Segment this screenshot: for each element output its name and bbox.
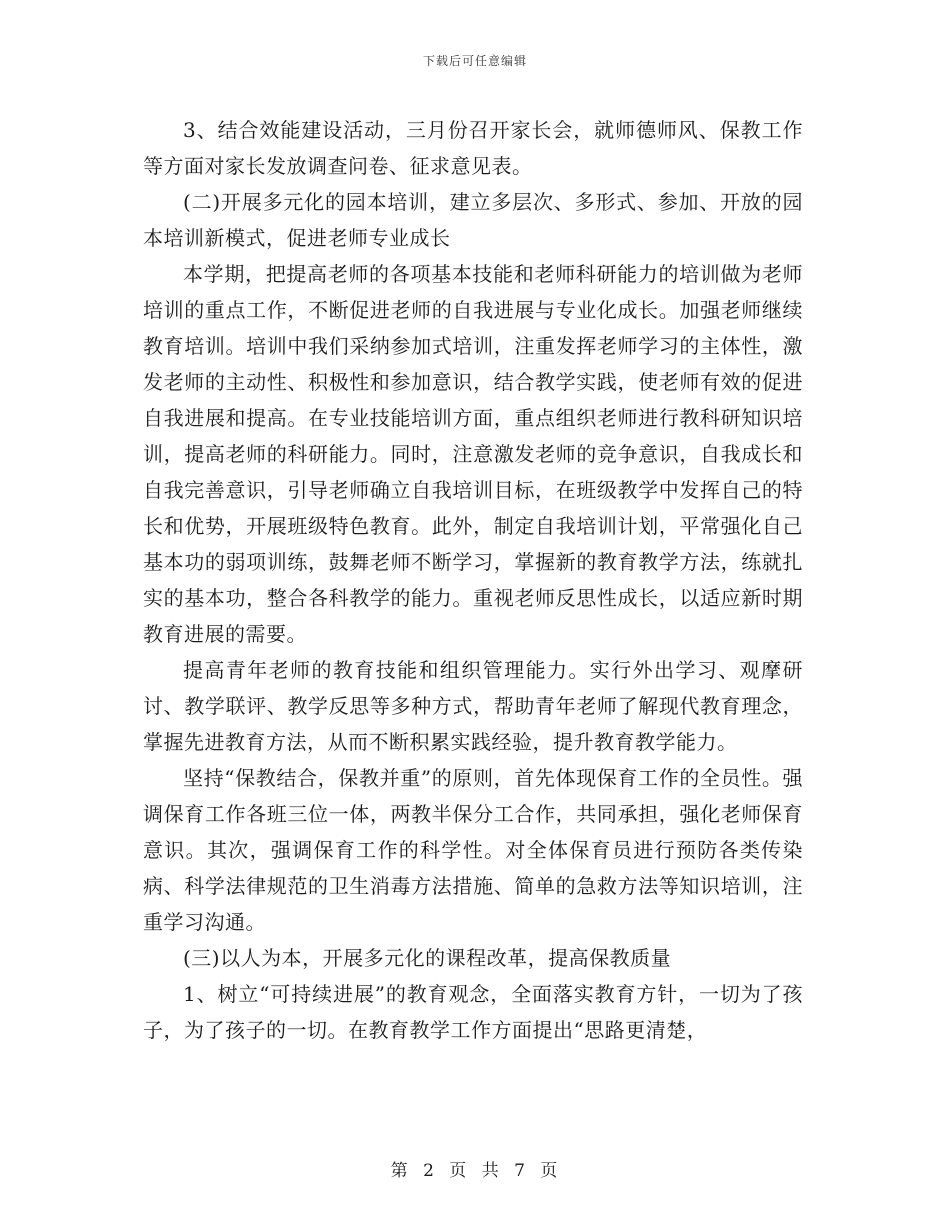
paragraph-care-education: 坚持“保教结合，保教并重”的原则，首先体现保育工作的全员性。强调保育工作各班三位一体，两教半保分工合作，共同承担，强化老师保育意识。其次，强调保育工作的科学性。对全体保育员进行预防各类传染病、科学法律规范的卫生消毒方法措施、简单的急救方法等知识培训，注重学习沟通。: [143, 766, 803, 934]
document-body: [143, 112, 803, 1048]
section-heading-3: (三)以人为本，开展多元化的课程改革，提高保教质量: [183, 946, 672, 970]
paragraph-young-teachers: 提高青年老师的教育技能和组织管理能力。实行外出学习、观摩研讨、教学联评、教学反思等多种方式，帮助青年老师了解现代教育理念，掌握先进教育方法，从而不断积累实践经验，提升教育教学能力。: [143, 658, 803, 754]
section-heading-2: (二)开展多元化的园本培训，建立多层次、多形式、参加、开放的园本培训新模式，促进老师专业成长: [143, 190, 803, 250]
paragraph-item-1: 1、树立“可持续进展”的教育观念，全面落实教育方针，一切为了孩子，为了孩子的一切。在教育教学工作方面提出“思路更清楚，: [143, 982, 803, 1042]
paragraph-item-3: 3、结合效能建设活动，三月份召开家长会，就师德师风、保教工作等方面对家长发放调查问卷、征求意见表。: [143, 118, 803, 178]
page-header: 下载后可任意编辑: [422, 54, 527, 68]
paragraph-training: 本学期，把提高老师的各项基本技能和老师科研能力的培训做为老师培训的重点工作，不断促进老师的自我进展与专业化成长。加强老师继续教育培训。培训中我们采纳参加式培训，注重发挥老师学习的主体性，激发老师的主动性、积极性和参加意识，结合教学实践，使老师有效的促进自我进展和提高。在专业技能培训方面，重点组织老师进行教科研知识培训，提高老师的科研能力。同时，注意激发老师的竞争意识，自我成长和自我完善意识，引导老师确立自我培训目标，在班级教学中发挥自己的特长和优势，开展班级特色教育。此外，制定自我培训计划，平常强化自己基本功的弱项训练，鼓舞老师不断学习，掌握新的教育教学方法，练就扎实的基本功，整合各科教学的能力。重视老师反思性成长，以适应新时期教育进展的需要。: [143, 262, 803, 646]
page-number: 第 2 页 共 7 页: [390, 1161, 560, 1181]
